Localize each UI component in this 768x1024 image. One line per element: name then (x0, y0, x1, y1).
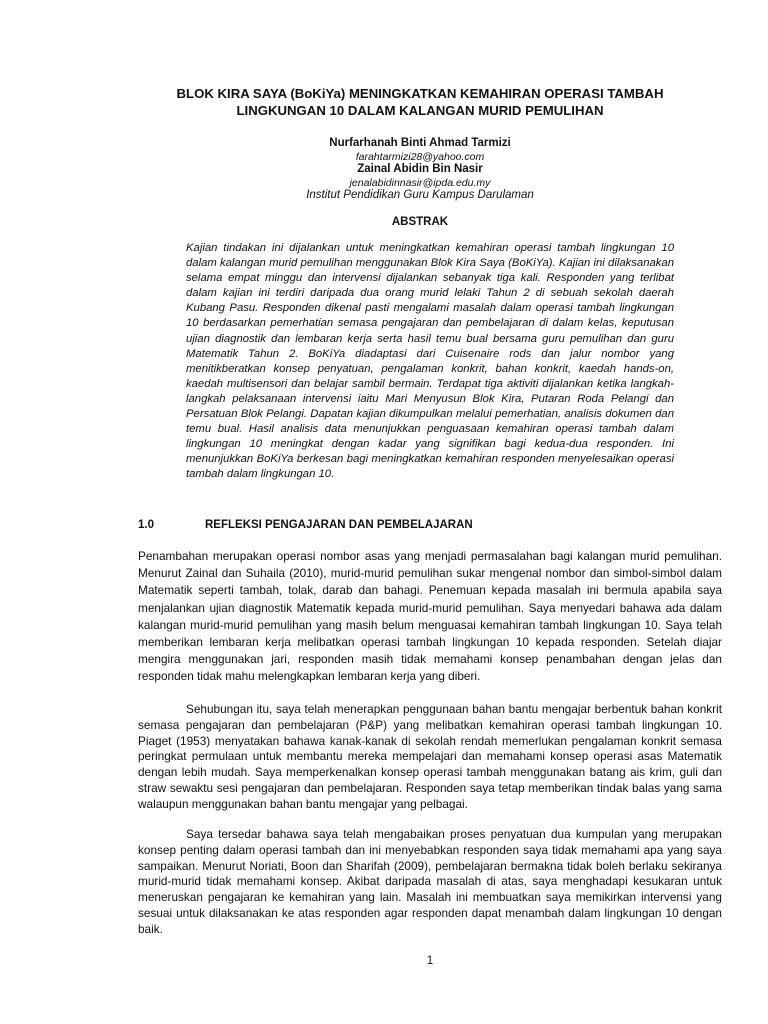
author-email-2: jenalabidinnasir@ipda.edu.my (349, 177, 491, 189)
abstract-heading: ABSTRAK (391, 216, 449, 228)
page-number: 1 (426, 955, 434, 967)
paper-title (130, 85, 710, 119)
section-number: 1.0 (138, 519, 154, 531)
author-email-1: farahtarmizi28@yahoo.com (355, 151, 485, 163)
abstract-text: Kajian tindakan ini dijalankan untuk meningkatkan kemahiran operasi tambah lingkungan 10 dalam kalangan murid pemulihan menggunakan Blok Kira Saya (BoKiYa). Kajian ini dilaksanakan selama empat minggu dan intervensi dijalankan sebanyak tiga kali. Responden yang terlibat dalam kajian ini terdiri daripada dua orang murid lelaki Tahun 2 di sebuah sekolah daerah Kubang Pasu. Responden dikenal pasti mengalami masalah dalam operasi tambah lingkungan 10 berdasarkan pemerhatian semasa pengajaran dan pembelajaran di dalam kelas, keputusan ujian diagnostik dan lembaran kerja serta hasil temu bual bersama guru pemulihan dan guru Matematik Tahun 2. BoKiYa diadaptasi dari Cuisenaire rods dan jalur nombor yang menitikberatkan konsep penyatuan, pengalaman konkrit, bahan konkrit, kaedah hands-on, kaedah multisensori dan belajar sambil bermain. Terdapat tiga aktiviti dijalankan ketika langkah-langkah pelaksanaan intervensi iaitu Mari Menyusun Blok Kira, Putaran Roda Pelangi dan Persatuan Blok Pelangi. Dapatan kajian dikumpulkan melalui pemerhatian, analisis dokumen dan temu bual. Hasil analisis data menunjukkan penguasaan kemahiran operasi tambah dalam lingkungan 10 meningkat dengan kadar yang signifikan bagi kedua-dua responden. Ini menunjukkan BoKiYa berkesan bagi meningkatkan kemahiran responden menyelesaikan operasi tambah dalam lingkungan 10. (186, 242, 674, 481)
author-name-1: Nurfarhanah Binti Ahmad Tarmizi (329, 137, 511, 149)
paper-title-line-1: BLOK KIRA SAYA (BoKiYa) MENINGKATKAN KEMAHIRAN OPERASI TAMBAH (176, 86, 664, 101)
body-paragraph-1: Penambahan merupakan operasi nombor asas yang menjadi permasalahan bagi kalangan murid pemulihan. Menurut Zainal dan Suhaila (2010), murid-murid pemulihan sukar mengenal nombor dan simbol-simbol dalam Matematik seperti tambah, tolak, darab dan bahagi. Penemuan kepada masalah ini bermula apabila saya menjalankan ujian diagnostik Matematik kepada murid-murid pemulihan. Saya menyedari bahawa ada dalam kalangan murid-murid pemulihan yang masih belum menguasai kemahiran tambah lingkungan 10. Saya telah memberikan lembaran kerja melibatkan operasi tambah lingkungan 10 kepada responden. Setelah diajar mengira menggunakan jari, responden masih tidak memahami konsep penambahan dengan jelas dan responden tidak mahu melengkapkan lembaran kerja yang diberi. (138, 549, 722, 684)
institution: Institut Pendidikan Guru Kampus Darulaman (306, 189, 534, 201)
body-paragraph-3: Saya tersedar bahawa saya telah mengabaikan proses penyatuan dua kumpulan yang merupakan konsep penting dalam operasi tambah dan ini menyebabkan responden saya tidak memahami apa yang saya sampaikan. Menurut Noriati, Boon dan Sharifah (2009), pembelajaran bermakna tidak boleh berlaku sekiranya murid-murid tidak memahami konsep. Akibat daripada masalah di atas, saya menghadapi kesukaran untuk meneruskan pengajaran ke kemahiran yang lain. Masalah ini membuatkan saya memikirkan intervensi yang sesuai untuk dilaksanakan ke atas responden agar responden dapat menambah dalam lingkungan 10 dengan baik. (138, 827, 722, 936)
paper-title-line-2: LINGKUNGAN 10 DALAM KALANGAN MURID PEMULIHAN (236, 103, 604, 118)
body-paragraph-2: Sehubungan itu, saya telah menerapkan penggunaan bahan bantu mengajar berbentuk bahan konkrit semasa pengajaran dan pembelajaran (P&P) yang melibatkan kemahiran operasi tambah lingkungan 10. Piaget (1953) menyatakan bahawa kanak-kanak di sekolah rendah memerlukan pengalaman konkrit semasa peringkat permulaan untuk membantu mereka mempelajari dan memahami konsep operasi asas Matematik dengan lebih mudah. Saya memperkenalkan konsep operasi tambah menggunakan batang ais krim, guli dan straw sewaktu sesi pengajaran dan pembelajaran. Responden saya tetap memberikan tindak balas yang sama walaupun menggunakan bahan bantu mengajar yang pelbagai. (138, 702, 722, 811)
section-heading: REFLEKSI PENGAJARAN DAN PEMBELAJARAN (205, 519, 473, 531)
author-name-2: Zainal Abidin Bin Nasir (357, 163, 483, 175)
